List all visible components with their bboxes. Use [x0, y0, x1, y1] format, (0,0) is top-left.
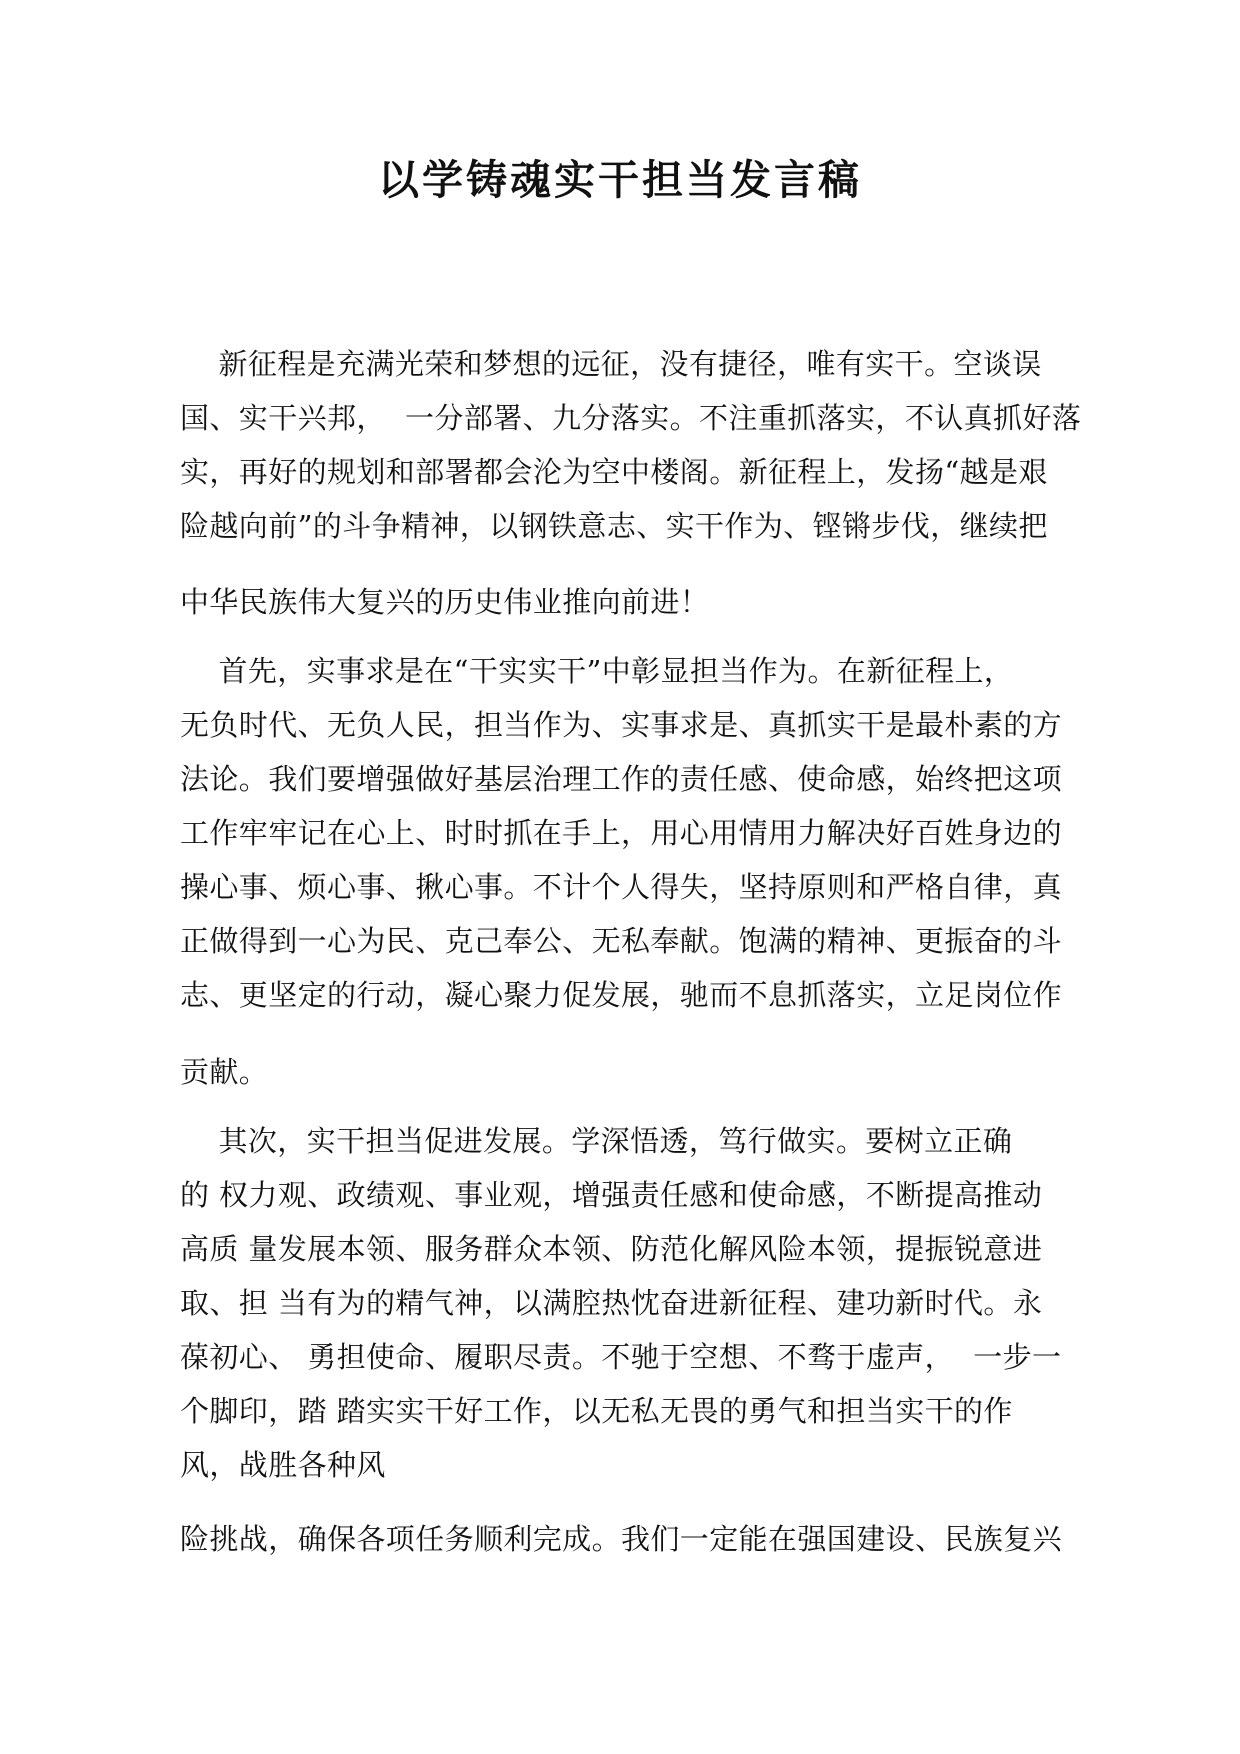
- body-line: 中华民族伟大复兴的历史伟业推向前进！: [180, 585, 710, 619]
- body-line: 工作牢牢记在心上、时时抓在手上，用心用情用力解决好百姓身边的: [180, 816, 1063, 850]
- body-line: 个脚印，踏 踏实实干好工作，以无私无畏的勇气和担当实干的作: [180, 1394, 1013, 1428]
- body-line: 风，战胜各种风: [180, 1448, 386, 1482]
- body-line: 国、实干兴邦， 一分部署、九分落实。不注重抓落实，不认真抓好落: [180, 401, 1082, 435]
- body-line: 取、担 当有为的精气神，以满腔热忱奋进新征程、建功新时代。永: [180, 1286, 1043, 1320]
- body-line: 首先，实事求是在“干实实干”中彰显担当作为。在新征程上，: [180, 654, 1014, 688]
- body-line: 实，再好的规划和部署都会沦为空中楼阁。新征程上，发扬“越是艰: [180, 455, 1048, 489]
- body-line: 操心事、烦心事、揪心事。不计个人得失，坚持原则和严格自律，真: [180, 870, 1063, 904]
- body-line: 法论。我们要增强做好基层治理工作的责任感、使命感，始终把这项: [180, 762, 1063, 796]
- body-line: 葆初心、 勇担使命、履职尽责。不驰于空想、不骛于虚声， 一步一: [180, 1340, 1062, 1374]
- body-line: 无负时代、无负人民，担当作为、实事求是、真抓实干是最朴素的方: [180, 708, 1063, 742]
- body-line: 正做得到一心为民、克己奉公、无私奉献。饱满的精神、更振奋的斗: [180, 924, 1063, 958]
- page-title: 以学铸魂实干担当发言稿: [378, 156, 862, 204]
- body-line: 志、更坚定的行动，凝心聚力促发展，驰而不息抓落实，立足岗位作: [180, 978, 1063, 1012]
- body-line: 的 权力观、政绩观、事业观，增强责任感和使命感，不断提高推动: [180, 1178, 1043, 1212]
- body-line: 其次，实干担当促进发展。学深悟透，笃行做实。要树立正确: [180, 1124, 1013, 1158]
- body-line: 险挑战，确保各项任务顺利完成。我们一定能在强国建设、民族复兴: [180, 1522, 1063, 1556]
- body-line: 高质 量发展本领、服务群众本领、防范化解风险本领，提振锐意进: [180, 1232, 1043, 1266]
- body-line: 贡献。: [180, 1055, 269, 1089]
- body-line: 新征程是充满光荣和梦想的远征，没有捷径，唯有实干。空谈误: [180, 347, 1042, 381]
- body-line: 险越向前”的斗争精神，以钢铁意志、实干作为、铿锵步伐，继续把: [180, 509, 1048, 543]
